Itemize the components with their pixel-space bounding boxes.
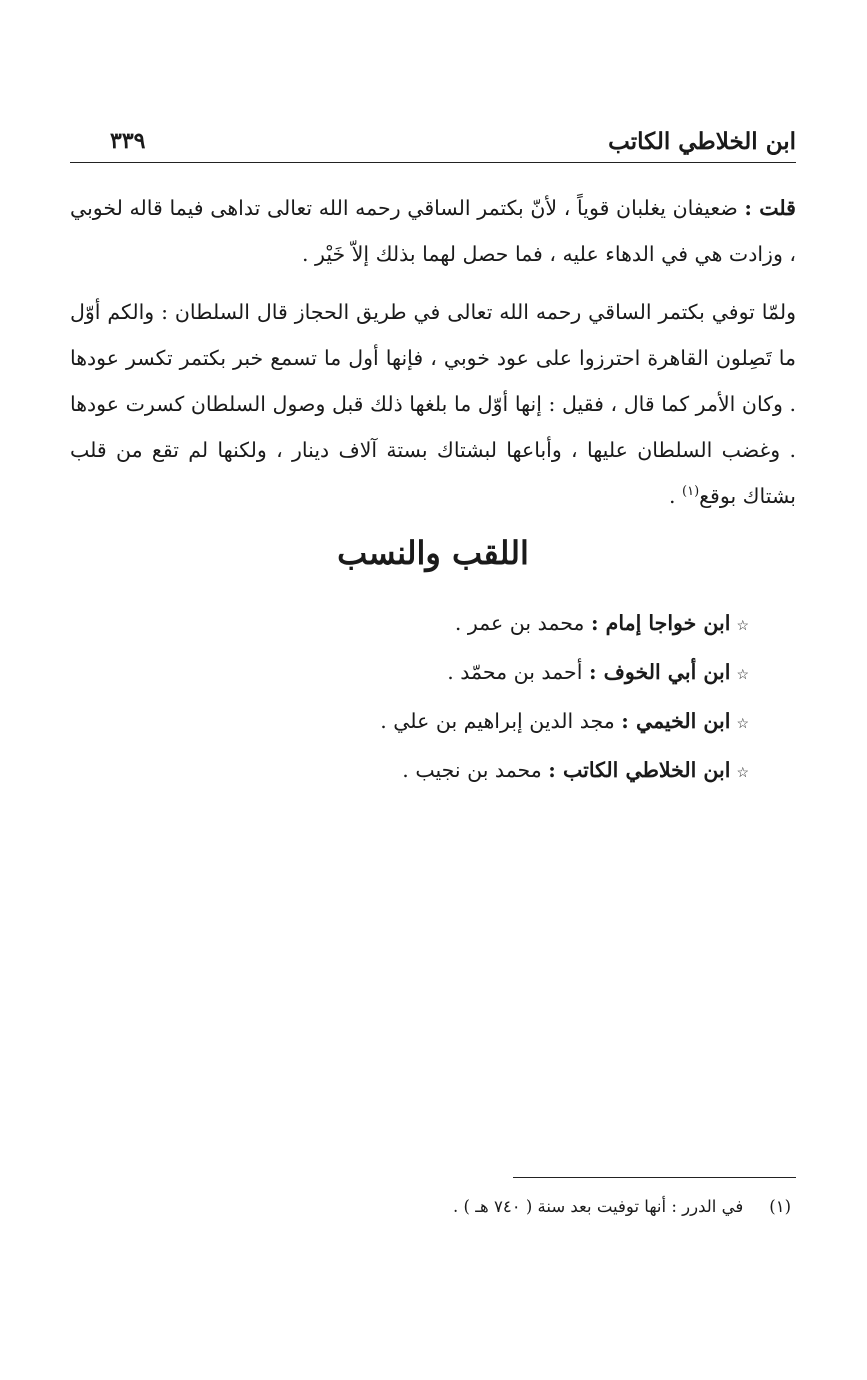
list-item bbox=[249, 600, 749, 649]
entry-value: أحمد بن محمّد . bbox=[447, 660, 583, 684]
entry-value: محمد بن نجيب . bbox=[402, 758, 542, 782]
paragraph-1-text: ضعيفان يغلبان قوياً ، لأنّ بكتمر الساقي رحمه الله تعالى تداهى فيما قاله لخوبي ، وزادت هي في الدهاء عليه ، فما حصل لهما بذلك إلاّ خَيْر . bbox=[70, 196, 796, 266]
paragraph-2-text: ولمّا توفي بكتمر الساقي رحمه الله تعالى في طريق الحجاز قال السلطان : والكم أوّل ما تَصِلون القاهرة احترزوا على عود خوبي ، فإنها أول ما تسمع خبر بكتمر تكسر عودها . وكان الأمر كما قال ، فقيل : إنها أوّل ما بلغها ذلك قبل وصول السلطان كسرت عودها . وغضب السلطان عليها ، وأباعها لبشتاك بستة آلاف دينار ، ولكنها لم تقع من قلب بشتاك بوقع bbox=[70, 300, 796, 508]
paragraph-1 bbox=[70, 185, 796, 277]
list-item bbox=[249, 649, 749, 698]
entry-name: ابن الخلاطي الكاتب : bbox=[548, 758, 731, 782]
entry-name: ابن خواجا إمام : bbox=[590, 611, 731, 635]
paragraph-1-lead: قلت : bbox=[744, 196, 796, 220]
list-item bbox=[249, 747, 749, 796]
header-rule bbox=[70, 162, 796, 163]
section-title: اللقب والنسب bbox=[337, 534, 529, 572]
footnote-number: (١) bbox=[769, 1197, 791, 1216]
footnote-text: في الدرر : أنها توفيت بعد سنة ( ٧٤٠ هـ ) . bbox=[453, 1197, 744, 1216]
entry-name: ابن أبي الخوف : bbox=[588, 660, 731, 684]
name-entries-list bbox=[249, 600, 749, 796]
running-title: ابن الخلاطي الكاتب bbox=[608, 128, 796, 155]
body-text bbox=[70, 185, 796, 519]
list-item bbox=[249, 698, 749, 747]
footnote bbox=[191, 1193, 791, 1221]
footnote-reference[interactable]: (١) bbox=[682, 484, 700, 500]
entry-value: محمد بن عمر . bbox=[454, 611, 585, 635]
paragraph-2-ending: . bbox=[668, 484, 682, 508]
star-icon: ☆ bbox=[736, 618, 749, 634]
paragraph-2 bbox=[70, 289, 796, 519]
footnote-rule bbox=[513, 1177, 796, 1178]
entry-name: ابن الخيمي : bbox=[621, 709, 731, 733]
star-icon: ☆ bbox=[736, 765, 749, 781]
star-icon: ☆ bbox=[736, 716, 749, 732]
star-icon: ☆ bbox=[736, 667, 749, 683]
entry-value: مجد الدين إبراهيم بن علي . bbox=[380, 709, 615, 733]
page-number: ٣٣٩ bbox=[110, 128, 146, 154]
page-header bbox=[70, 128, 796, 162]
